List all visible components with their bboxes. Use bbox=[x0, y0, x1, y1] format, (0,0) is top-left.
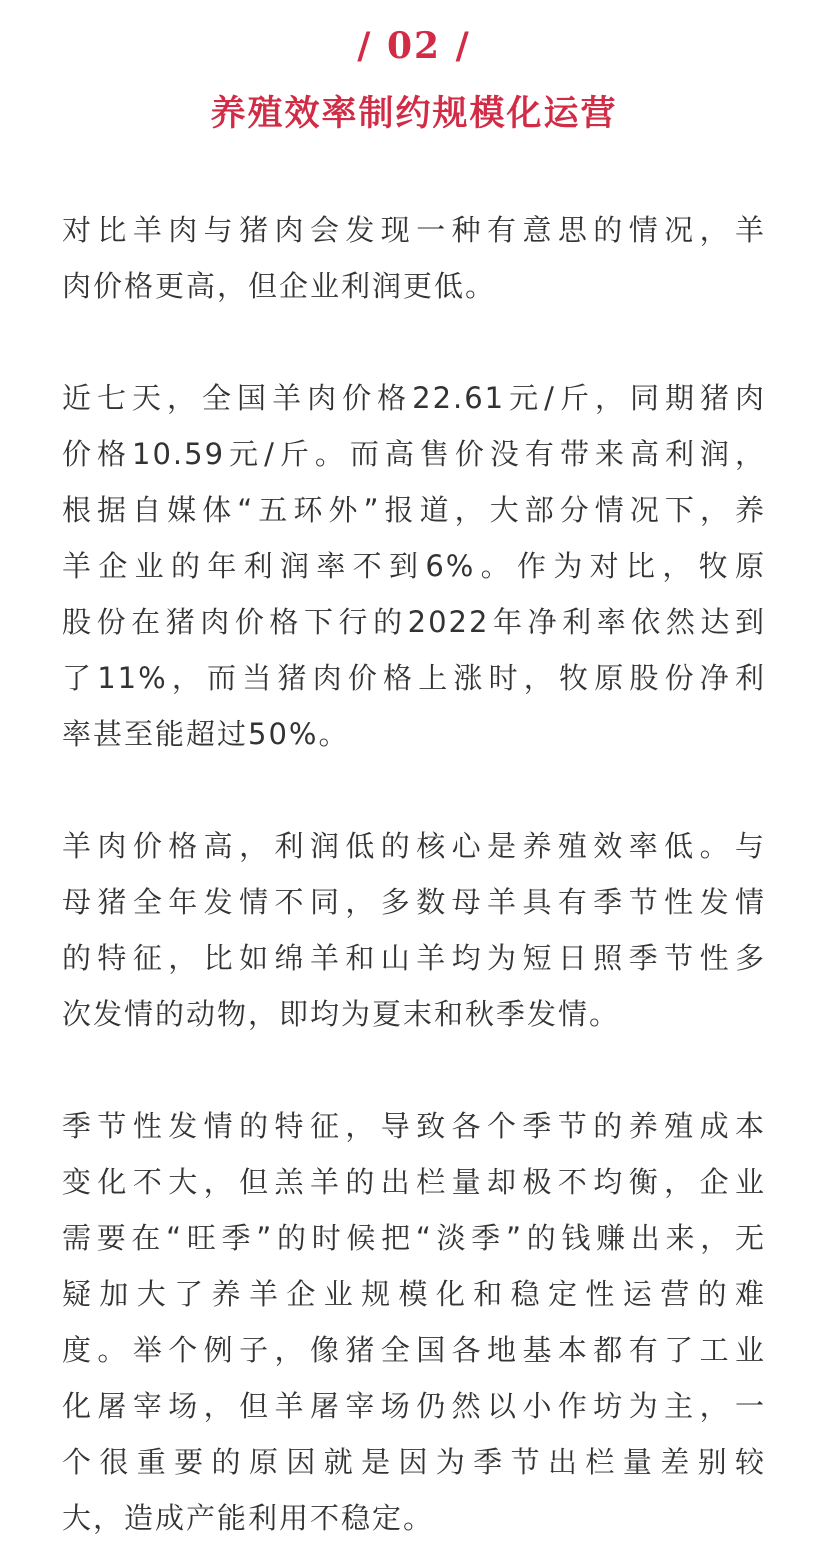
paragraph-line: 变化不大，但羔羊的出栏量却极不均衡，企业 bbox=[62, 1165, 766, 1199]
paragraph-line: 近七天，全国羊肉价格22.61元/斤，同期猪肉 bbox=[62, 381, 766, 415]
paragraph-line: 肉价格更高，但企业利润更低。 bbox=[62, 269, 497, 303]
paragraph-line: 疑加大了养羊企业规模化和稳定性运营的难 bbox=[62, 1277, 766, 1311]
paragraph-breeding-efficiency bbox=[62, 818, 766, 1042]
paragraph-line: 季节性发情的特征，导致各个季节的养殖成本 bbox=[62, 1109, 766, 1143]
paragraph-line: 对比羊肉与猪肉会发现一种有意思的情况，羊 bbox=[62, 213, 766, 247]
paragraph-line: 根据自媒体“五环外”报道，大部分情况下，养 bbox=[62, 493, 766, 527]
paragraph-line: 股份在猪肉价格下行的2022年净利率依然达到 bbox=[62, 605, 766, 639]
paragraph-line: 母猪全年发情不同，多数母羊具有季节性发情 bbox=[62, 885, 766, 919]
paragraph-line: 羊肉价格高，利润低的核心是养殖效率低。与 bbox=[62, 829, 766, 863]
paragraph-line: 的特征，比如绵羊和山羊均为短日照季节性多 bbox=[62, 941, 766, 975]
section-title: 养殖效率制约规模化运营 bbox=[210, 94, 618, 134]
paragraph-price-profit-contrast bbox=[62, 202, 766, 314]
paragraph-line: 度。举个例子，像猪全国各地基本都有了工业 bbox=[62, 1333, 766, 1367]
paragraph-line: 需要在“旺季”的时候把“淡季”的钱赚出来，无 bbox=[62, 1221, 766, 1255]
paragraph-line: 率甚至能超过50%。 bbox=[62, 717, 350, 751]
paragraph-line: 羊企业的年利润率不到6%。作为对比，牧原 bbox=[62, 549, 766, 583]
paragraph-line: 次发情的动物，即均为夏末和秋季发情。 bbox=[62, 997, 621, 1031]
paragraph-seasonal-estrus bbox=[62, 1098, 766, 1546]
section-number: / 02 / bbox=[357, 25, 471, 67]
paragraph-price-data bbox=[62, 370, 766, 762]
paragraph-line: 价格10.59元/斤。而高售价没有带来高利润， bbox=[62, 437, 766, 471]
paragraph-line: 大，造成产能利用不稳定。 bbox=[62, 1501, 435, 1535]
paragraph-line: 个很重要的原因就是因为季节出栏量差别较 bbox=[62, 1445, 766, 1479]
paragraph-line: 了11%，而当猪肉价格上涨时，牧原股份净利 bbox=[62, 661, 766, 695]
paragraph-line: 化屠宰场，但羊屠宰场仍然以小作坊为主，一 bbox=[62, 1389, 766, 1423]
